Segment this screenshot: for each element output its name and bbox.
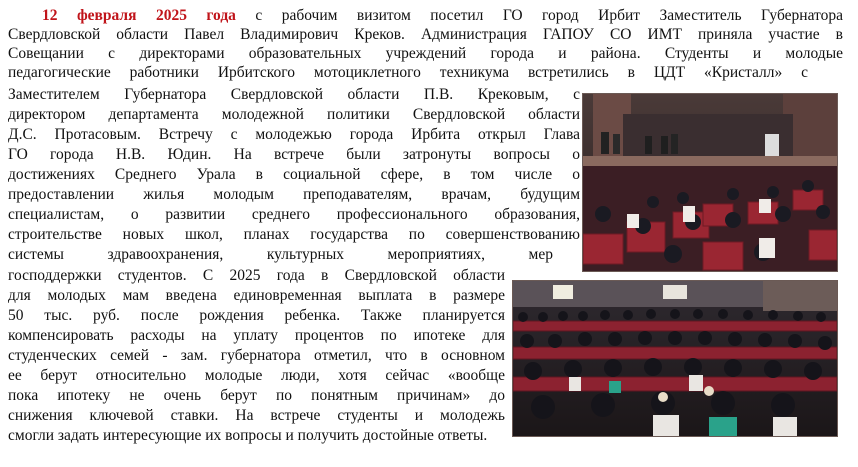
article-line-9: достижениях Среднего Урала в социальной сфере, в том числе о — [8, 166, 580, 183]
article-line-18: студенческих семей - зам. губернатора отметил, что в основном — [8, 347, 505, 364]
article-line-4: педагогические работники Ирбитского мотоциклетного техникума встретились в ЦДТ «Кристалл» с — [8, 64, 808, 81]
article-date: 12 февраля 2025 года — [42, 7, 236, 24]
article-line-3: Совещании с директорами образовательных учреждений города и района. Студенты и молодые — [8, 45, 843, 62]
article-line-5: Заместителем Губернатора Свердловской области П.В. Крековым, с — [8, 86, 580, 103]
article-line-10: предоставлении жилья молодым преподавателям, врачам, будущим — [8, 186, 580, 203]
meeting-stage-illustration — [583, 94, 837, 271]
audience-illustration — [513, 281, 837, 436]
audience-hall-photo — [512, 280, 838, 437]
article-line-16: 50 тыс. руб. после рождения ребенка. Также планируется — [8, 307, 505, 324]
article-line-15: для молодых мам введена единовременная выплата в размере — [8, 287, 505, 304]
article-line-2: Свердловской области Павел Владимирович Креков. Администрация ГАПОУ СО ИМТ приняла участие в — [8, 26, 843, 43]
article-line-7: Д.С. Протасовым. Встречу с молодежью города Ирбита открыл Глава — [8, 126, 580, 143]
article-line-20: пока ипотеку не очень берут по понятным причинам» до — [8, 387, 505, 404]
article-line-22: смогли задать интересующие их вопросы и получить достойные ответы. — [8, 427, 488, 444]
article-line-1: 12 февраля 2025 года с рабочим визитом посетил ГО город Ирбит Заместитель Губернатора — [42, 7, 843, 24]
article-line-11: специалистам, о развитии среднего профессионального образования, — [8, 206, 580, 223]
article-line-14: господдержки студентов. С 2025 года в Свердловской области — [8, 267, 505, 284]
article-line-17: компенсировать расходы на уплату процентов по ипотеке для — [8, 327, 505, 344]
article-line-6: директором департамента молодежной политики Свердловской области — [8, 106, 580, 123]
article-line-8: ГО города Н.В. Юдин. На встрече были затронуты вопросы о — [8, 146, 580, 163]
meeting-stage-hall-photo — [582, 93, 838, 272]
article-line-12: строительстве новых школ, планах государства по совершенствованию — [8, 226, 580, 243]
article-line-19: ее берут относительно молодые люди, хотя сейчас «вообще — [8, 367, 505, 384]
article-line-21: снижения ключевой ставки. На встрече студенты и молодежь — [8, 407, 505, 424]
article-line-13: системы здравоохранения, культурных мероприятиях, мер — [8, 246, 553, 263]
